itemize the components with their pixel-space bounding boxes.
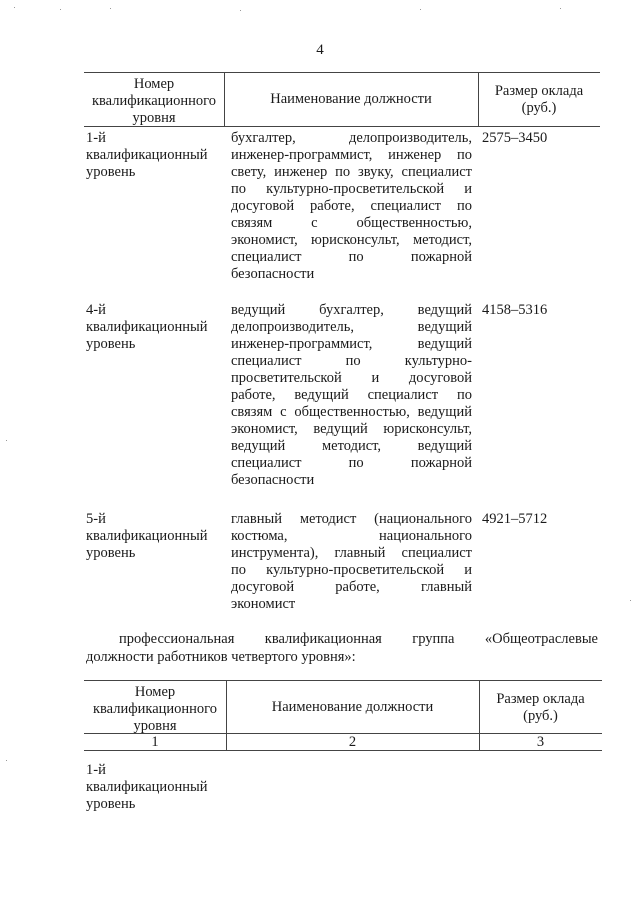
- table-2-header-position: Наименование должности: [271, 699, 434, 715]
- table-1-top-border: [84, 72, 600, 73]
- scan-dot: [110, 8, 111, 9]
- level-cell: 1-й квалификационный уровень: [86, 130, 208, 180]
- scan-dot: [14, 7, 15, 8]
- salary-cell: 4921–5712: [482, 511, 548, 527]
- position-cell: главный методист (национального костюма, национального инструмента), главный специалист по культурно-просветительской и досуговой работе, главный экономист: [231, 511, 472, 612]
- scan-dot: [560, 8, 561, 9]
- table-2-header-level: Номер квалификационного уровня: [92, 684, 218, 734]
- level-cell: 1-й квалификационный уровень: [86, 762, 208, 812]
- table-1-header-level: Номер квалификационного уровня: [91, 76, 217, 126]
- section-paragraph: профессиональная квалификационная группа «Общеотраслевые должности работников четвертого уровня»:: [86, 631, 598, 665]
- salary-cell: 2575–3450: [482, 130, 548, 146]
- table-2-col-number-2: 2: [348, 734, 357, 750]
- position-cell: ведущий бухгалтер, ведущий делопроизводитель, ведущий инженер-программист, ведущий специалист по культурно- просветительской и досуговой работе, ведущий специалист по связям с общественностью, ведущий экономист, ведущий юрисконсульт, ведущий методист, ведущий специалист по пожарной безопасности: [231, 302, 472, 488]
- table-1-header-salary: Размер оклада (руб.): [494, 83, 584, 116]
- table-2-col-number-3: 3: [536, 734, 545, 750]
- level-cell: 5-й квалификационный уровень: [86, 511, 208, 561]
- scan-dot: [60, 9, 61, 10]
- salary-cell: 4158–5316: [482, 302, 548, 318]
- scan-dot: [6, 760, 7, 761]
- scan-dot: [630, 600, 631, 601]
- page-number: 4: [316, 42, 324, 58]
- table-2-top-border: [84, 680, 602, 681]
- scan-dot: [6, 440, 7, 441]
- table-1-header-position: Наименование должности: [270, 91, 432, 107]
- table-2-header-salary: Размер оклада (руб.): [496, 691, 585, 724]
- scan-dot: [240, 10, 241, 11]
- table-2-col-number-1: 1: [151, 734, 159, 750]
- position-cell: бухгалтер, делопроизводитель, инженер-программист, инженер по свету, инженер по звуку, специалист по культурно-просветительской и досуговой работе, специалист по связям с общественностью, экономист, юрисконсульт, методист, специалист по пожарной безопасности: [231, 130, 472, 282]
- scan-dot: [420, 9, 421, 10]
- level-cell: 4-й квалификационный уровень: [86, 302, 208, 352]
